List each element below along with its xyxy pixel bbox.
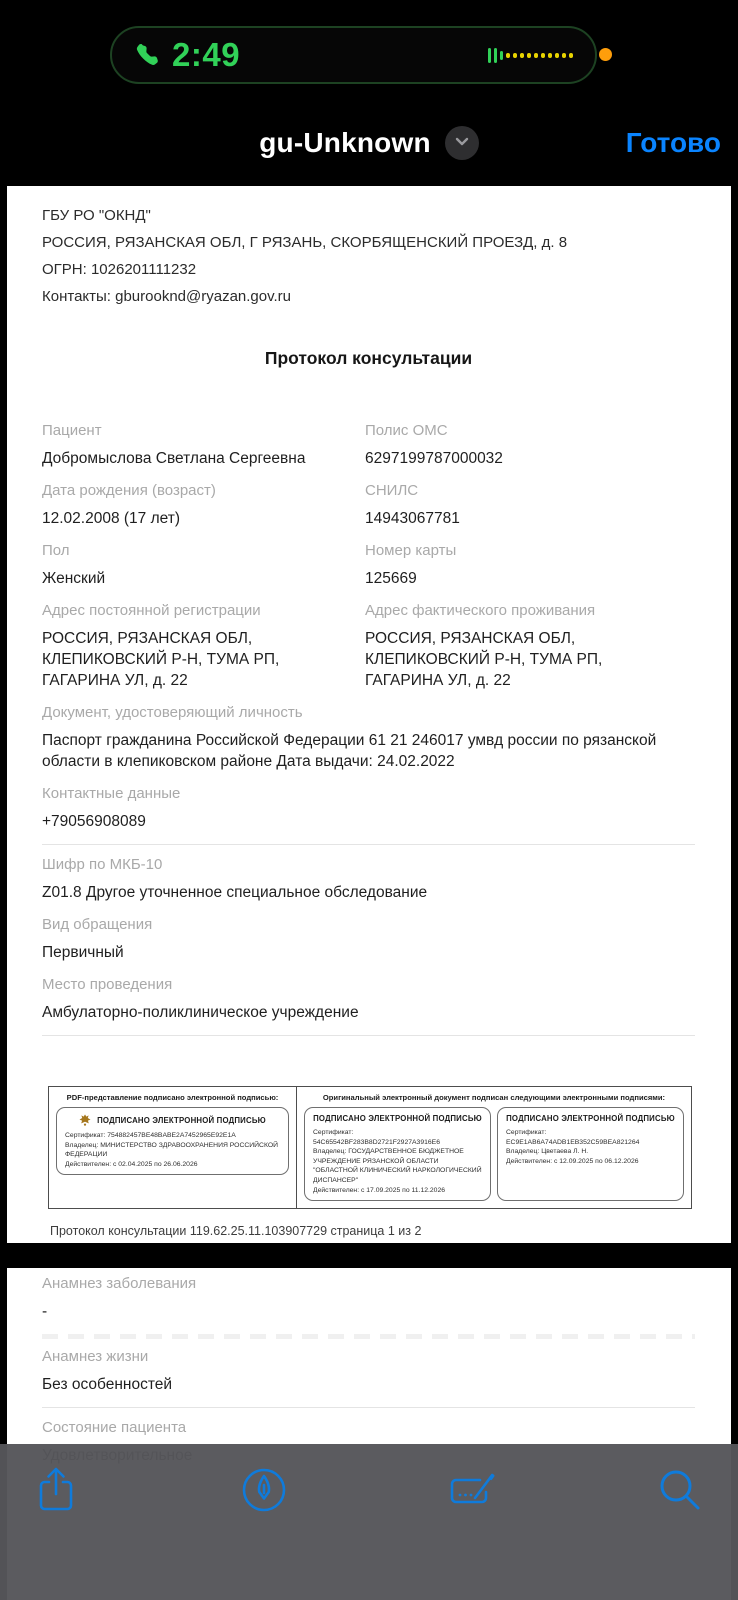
signature-stamp: [497, 1107, 684, 1201]
field-value: 6297199787000032: [365, 450, 503, 467]
signature-button[interactable]: [446, 1464, 498, 1516]
stamp-title: ПОДПИСАНО ЭЛЕКТРОННОЙ ПОДПИСЬЮ: [97, 1115, 266, 1125]
stamp-certificate: Сертификат: 754882457BE48BABE2A7452965E92E1A: [65, 1132, 236, 1139]
field-icd10-code: [42, 855, 695, 903]
coat-of-arms-icon: [79, 1114, 91, 1126]
navigation-bar: [0, 100, 738, 186]
field-label: Место проведения: [42, 976, 173, 993]
stamp-validity: Действителен: с 17.09.2025 по 11.12.2026: [313, 1186, 446, 1194]
mic-indicator-dot: [599, 48, 612, 61]
protocol-title: Протокол консультации: [264, 348, 473, 368]
field-life-anamnesis: [42, 1347, 695, 1395]
field-value: Амбулаторно-поликлиническое учреждение: [42, 1004, 359, 1021]
field-value: Добромыслова Светлана Сергеевна: [42, 450, 306, 467]
audio-waveform-icon: [488, 45, 573, 65]
field-label: Пациент: [42, 422, 102, 439]
section-divider: [42, 1035, 695, 1036]
patient-fields-grid: [42, 421, 695, 703]
field-visit-type: [42, 915, 695, 963]
field-card-number: [365, 541, 695, 589]
field-value: Без особенностей: [42, 1376, 173, 1393]
org-ogrn: ОГРН: 1026201111232: [42, 261, 197, 278]
field-patient: [42, 421, 365, 469]
chevron-down-icon: [453, 132, 471, 155]
section-divider: [42, 844, 695, 845]
stamp-owner: Владелец: Цветаева Л. Н.: [506, 1148, 589, 1156]
org-name: ГБУ РО "ОКНД": [42, 207, 151, 224]
field-label: Анамнез заболевания: [42, 1275, 197, 1292]
field-value: -: [42, 1303, 48, 1320]
call-timer: 2:49: [172, 36, 241, 73]
field-value: Z01.8 Другое уточненное специальное обследование: [42, 884, 428, 901]
document-title: gu-Unknown: [259, 127, 431, 158]
stamp-title: ПОДПИСАНО ЭЛЕКТРОННОЙ ПОДПИСЬЮ: [506, 1114, 675, 1123]
stamp-title: ПОДПИСАНО ЭЛЕКТРОННОЙ ПОДПИСЬЮ: [313, 1114, 482, 1123]
markup-icon: [239, 1465, 289, 1515]
org-address: РОССИЯ, РЯЗАНСКАЯ ОБЛ, Г РЯЗАНЬ, СКОРБЯЩЕНСКИЙ ПРОЕЗД, д. 8: [42, 234, 568, 251]
stamp-certificate: Сертификат: EC9E1AB6A74ADB1EB352C59BEA821264: [506, 1129, 640, 1146]
pdf-signature-cell: [49, 1087, 297, 1208]
signature-header: Оригинальный электронный документ подписан следующими электронными подписями:: [322, 1093, 666, 1102]
field-disease-anamnesis: [42, 1274, 695, 1322]
field-label: Контактные данные: [42, 785, 181, 802]
field-label: Вид обращения: [42, 916, 153, 933]
field-label: Пол: [42, 542, 70, 559]
signatures-table: [48, 1086, 692, 1209]
field-label: Документ, удостоверяющий личность: [42, 704, 303, 721]
org-contacts: Контакты: gburooknd@ryazan.gov.ru: [42, 288, 292, 305]
field-value: +79056908089: [42, 813, 146, 830]
field-value: Первичный: [42, 944, 124, 961]
field-label: Дата рождения (возраст): [42, 482, 216, 499]
field-birthdate: [42, 481, 365, 529]
done-button[interactable]: Готово: [626, 100, 721, 186]
title-menu-button[interactable]: [445, 126, 479, 160]
signature-header: PDF-представление подписано электронной подписью:: [66, 1093, 279, 1102]
stamp-owner: Владелец: ГОСУДАРСТВЕННОЕ БЮДЖЕТНОЕ УЧРЕЖДЕНИЕ РЯЗАНСКОЙ ОБЛАСТИ "ОБЛАСТНОЙ КЛИНИЧЕСКИЙ НАРКОЛОГИЧЕСКИЙ ДИСПАНСЕР": [313, 1148, 482, 1184]
stamp-owner: Владелец: МИНИСТЕРСТВО ЗДРАВООХРАНЕНИЯ РОССИЙСКОЙ ФЕДЕРАЦИИ: [65, 1141, 278, 1159]
share-button[interactable]: [30, 1464, 82, 1516]
field-actual-address: [365, 601, 695, 691]
share-icon: [33, 1465, 79, 1515]
page-footer: Протокол консультации 119.62.25.11.103907729 страница 1 из 2: [50, 1224, 422, 1239]
field-label: Анамнез жизни: [42, 1348, 149, 1365]
markup-button[interactable]: [238, 1464, 290, 1516]
search-icon: [656, 1466, 704, 1514]
signature-stamp: [304, 1107, 491, 1201]
field-value: 125669: [365, 570, 417, 587]
field-label: Номер карты: [365, 542, 457, 559]
field-label: Адрес фактического проживания: [365, 602, 596, 619]
field-contact-data: [42, 784, 695, 832]
field-value: РОССИЯ, РЯЗАНСКАЯ ОБЛ, КЛЕПИКОВСКИЙ Р-Н, ТУМА РП, ГАГАРИНА УЛ, д. 22: [365, 630, 603, 689]
original-signatures-cell: [297, 1087, 691, 1208]
field-label: Адрес постоянной регистрации: [42, 602, 261, 619]
section-divider: [42, 1407, 695, 1408]
field-value: Паспорт гражданина Российской Федерации 61 21 246017 умвд россии по рязанской области в клепиковском районе Дата выдачи: 24.02.2022: [42, 732, 657, 770]
field-label: Состояние пациента: [42, 1419, 187, 1436]
field-sex: [42, 541, 365, 589]
field-value: РОССИЯ, РЯЗАНСКАЯ ОБЛ, КЛЕПИКОВСКИЙ Р-Н, ТУМА РП, ГАГАРИНА УЛ, д. 22: [42, 630, 280, 689]
search-button[interactable]: [654, 1464, 706, 1516]
field-value: 12.02.2008 (17 лет): [42, 510, 181, 527]
field-label: Полис ОМС: [365, 422, 448, 439]
field-value: 14943067781: [365, 510, 460, 527]
field-registration-address: [42, 601, 365, 691]
dashed-strip: [42, 1334, 695, 1339]
signature-stamp: [56, 1107, 289, 1175]
phone-icon: [134, 41, 162, 69]
field-location: [42, 975, 695, 1023]
pdf-page-1[interactable]: [7, 186, 731, 1243]
field-label: Шифр по МКБ-10: [42, 856, 163, 873]
signature-icon: [446, 1465, 498, 1515]
status-bar: [0, 0, 738, 100]
stamp-validity: Действителен: с 02.04.2025 по 26.06.2026: [65, 1160, 198, 1168]
field-label: СНИЛС: [365, 482, 419, 499]
field-snils: [365, 481, 695, 529]
stamp-validity: Действителен: с 12.09.2025 по 06.12.2026: [506, 1157, 639, 1165]
field-identity-document: [42, 703, 695, 772]
field-oms-policy: [365, 421, 695, 469]
field-value: Женский: [42, 570, 106, 587]
bottom-toolbar: [0, 1444, 738, 1600]
active-call-pill[interactable]: [110, 26, 597, 84]
stamp-certificate: Сертификат: 54C65542BF283B8D2721F2927A3916E6: [313, 1129, 440, 1146]
